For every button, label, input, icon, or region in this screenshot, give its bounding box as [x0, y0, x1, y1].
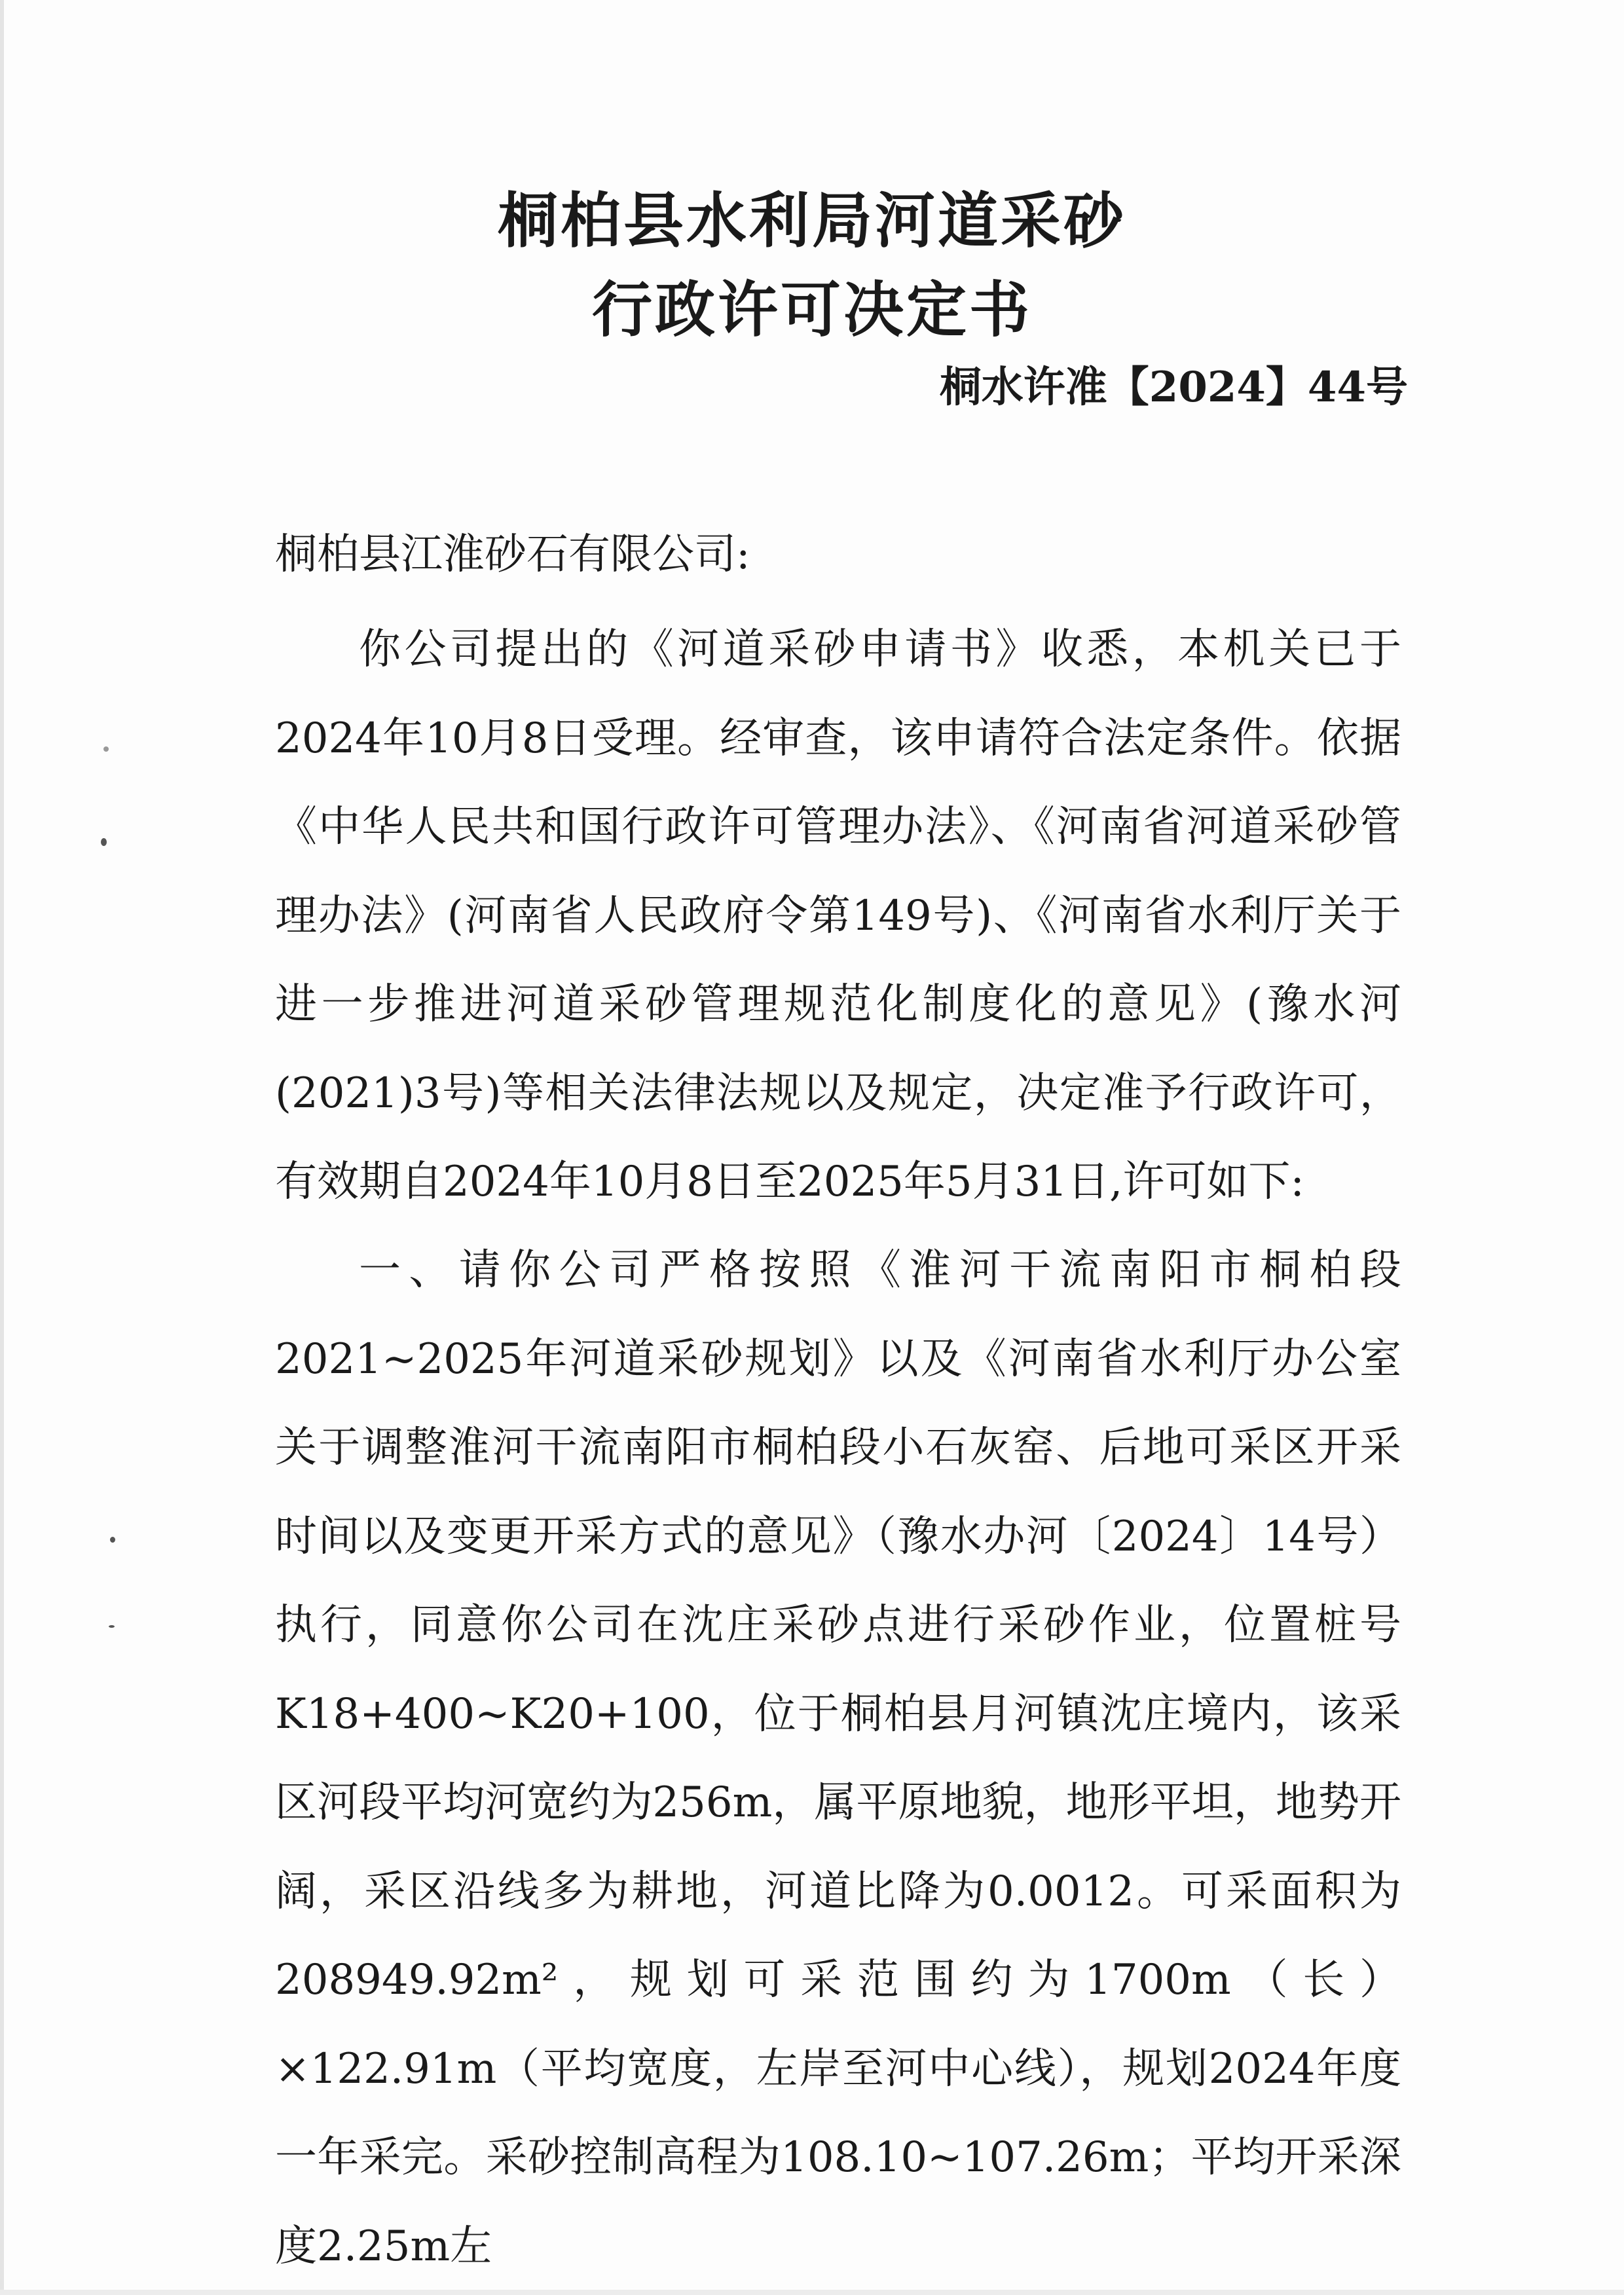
document-title-line-1: 桐柏县水利局河道采砂 [497, 186, 1126, 256]
document-number: 桐水许准【2024】44号 [939, 363, 1408, 412]
recipient-line: 桐柏县江淮砂石有限公司: [275, 530, 750, 579]
scan-edge [0, 0, 4, 2295]
scan-speck [101, 838, 107, 846]
body-paragraph-permit-item-1: 一、请你公司严格按照《淮河干流南阳市桐柏段2021~2025年河道采砂规划》以及《河南省水利厅办公室关于调整淮河干流南阳市桐柏段小石灰窑、后地可采区开采时间以及变更开采方式的意见》（豫水办河〔2024〕14号）执行，同意你公司在沈庄采砂点进行采砂作业，位置桩号K18+400~K20+100，位于桐柏县月河镇沈庄境内，该采区河段平均河宽约为256m，属平原地貌，地形平坦，地势开阔，采区沿线多为耕地，河道比降为0.0012。可采面积为208949.92m²，规划可采范围约为1700m（长）×122.91m（平均宽度，左岸至河中心线），规划2024年度一年采完。采砂控制高程为108.10~107.26m；平均开采深度2.25m左 [275, 1246, 1401, 2271]
scan-speck [110, 1537, 115, 1543]
scan-speck [109, 1625, 115, 1628]
body-paragraph-acceptance: 你公司提出的《河道采砂申请书》收悉，本机关已于2024年10月8日受理。经审查，该申请符合法定条件。依据《中华人民共和国行政许可管理办法》、《河南省河道采砂管理办法》(河南省人民政府令第149号)、《河南省水利厅关于进一步推进河道采砂管理规范化制度化的意见》(豫水河(2021)3号)等相关法律法规以及规定，决定准予行政许可，有效期自2024年10月8日至2025年5月31日,许可如下: [275, 625, 1401, 1206]
scan-speck [103, 746, 109, 752]
document-title-line-2: 行政许可决定书 [591, 275, 1032, 345]
